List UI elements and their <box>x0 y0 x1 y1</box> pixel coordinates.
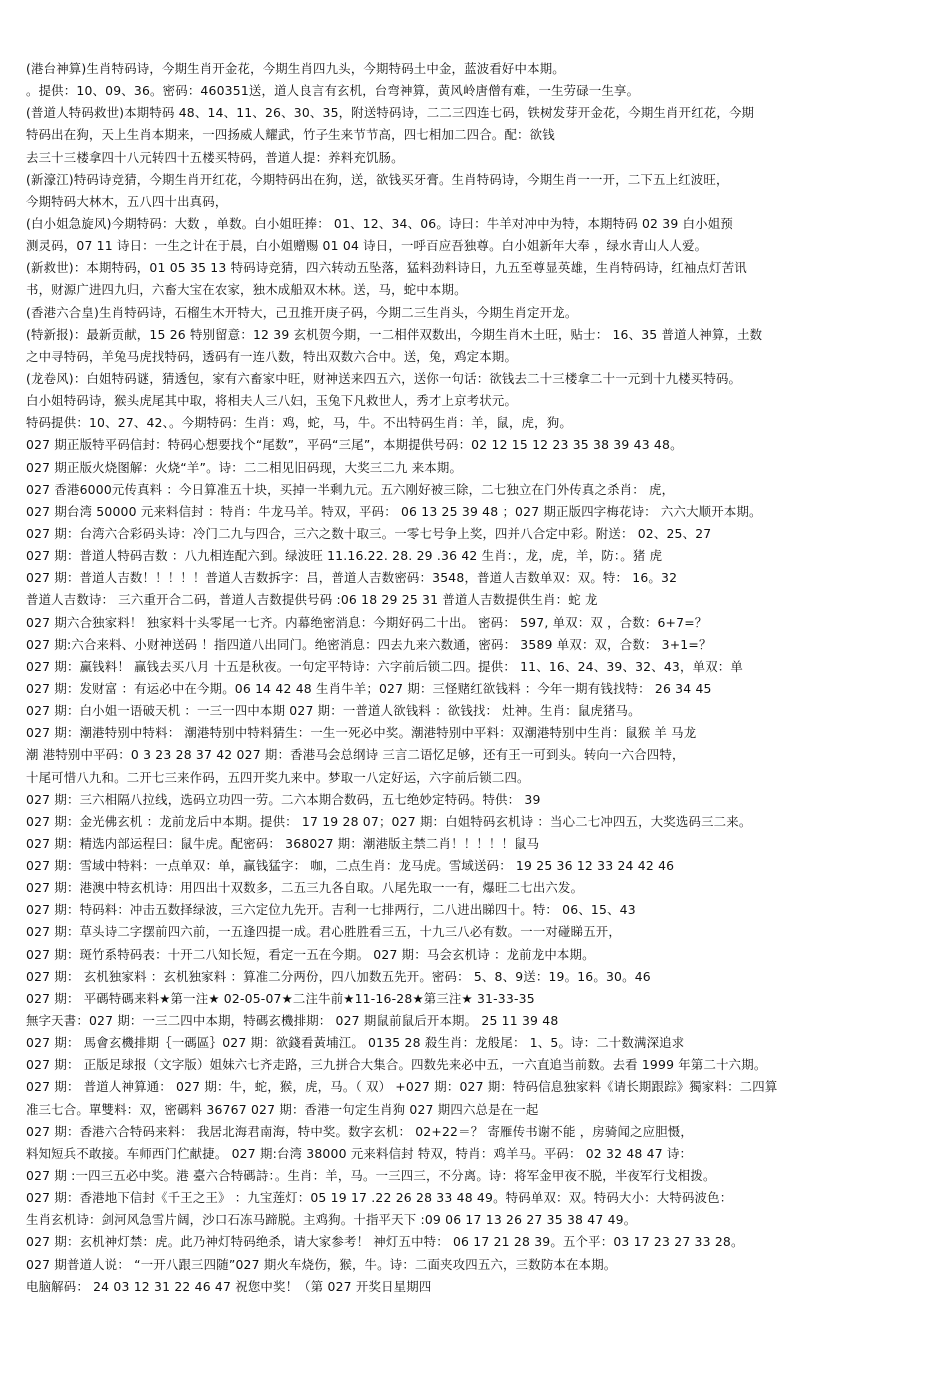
text-line: 027 期：台湾六合彩码头诗：冷门二九与四合，三六之数十取三。一零七号争上奖，四并八合定中彩。附送： 02、25、27 <box>26 525 712 541</box>
text-line: 027 期：精选内部运程曰：鼠牛虎。配密码： 368027 期：潮港版主禁二肖！！！！！鼠马 <box>26 835 540 851</box>
text-line: (新救世)：本期特码，01 05 35 13 特码诗竞猜，四六转动五坠落，猛料劲料诗日，九五至尊显英雄，生肖特码诗，红袖点灯苦讯 <box>26 260 747 276</box>
text-line: 027 期：发财富 ：有运必中在今期。06 14 42 48 生肖牛羊；027 期：三怪赌红欲钱料 ：今年一期有钱找特： 26 34 45 <box>26 680 712 696</box>
text-line: 027 期六合独家料！ 独家料十头零尾一七齐。内幕绝密消息：今期好码二十出。 密码： 597, 单双：双 ，合数：6+7=？ <box>26 614 708 630</box>
text-line: 料知短兵不敢接。车师西门伫献捷。 027 期:台湾 38000 元来料信封 特双，特肖：鸡羊马。平码： 02 32 48 47 诗： <box>26 1145 693 1161</box>
text-line: (港台神算)生肖特码诗，今期生肖开金花，今期生肖四九头，今期特码土中金，蓝波看好中本期。 <box>26 61 565 76</box>
text-line: (新濠江)特码诗竞猜，今期生肖开红花，今期特码出在狗，送，欲钱买牙膏。生肖特码诗，今期生肖一一开，二下五上红波旺， <box>26 171 729 187</box>
text-line <box>26 1320 926 1342</box>
text-line: (白小姐急旋风)今期特码：大数 ，单数。白小姐旺捧： 01、12、34、06。诗曰：牛羊对冲中为特，本期特码 02 39 白小姐预 <box>26 215 733 231</box>
text-line: 027 期： 平碼特碼来料★第一注★ 02-05-07★二注牛前★11-16-28★第三注★ 31-33-35 <box>26 990 535 1006</box>
text-line <box>26 1298 926 1320</box>
text-line: 027 期：香港六合特码来料： 我居北海君南海，特中奖。数字玄机： 02+22＝？ 寄雁传书谢不能 ，房骑闻之应胆慑， <box>26 1123 694 1139</box>
text-line: 027 期： 正版足球报（文字版）姐妹六七齐走路，三九拼合大集合。四数先来必中五，一六直追当前数。去看 1999 年第二十六期。 <box>26 1057 767 1073</box>
text-line: (龙卷风)：白姐特码谜，猜透包，家有六畜家中旺，财神送来四五六，送你一句话：欲钱去二十三楼拿二十一元到十九楼买特码。 <box>26 370 742 386</box>
text-line: 之中寻特码，羊兔马虎找特码，透码有一连八数，特出双数六合中。送，兔，鸡定本期。 <box>26 348 518 364</box>
text-line: 去三十三楼拿四十八元转四十五楼买特码，普道人提：养料充饥肠。 <box>26 149 404 165</box>
text-line: 特码提供：10、27、42、。今期特码：生肖：鸡，蛇，马，牛。不出特码生肖：羊，鼠，虎，狗。 <box>26 415 572 431</box>
text-line: 027 香港6000元传真料 ：今日算准五十块，买掉一半剩九元。五六刚好被三除，二七独立在门外传真之杀肖： 虎， <box>26 481 675 497</box>
text-line: 潮 港特别中平码：0 3 23 28 37 42 027 期：香港马会总纲诗 三言二语忆足够，还有王一可到头。转向一六合四特， <box>26 747 685 763</box>
text-line: 027 期：三六相隔八拉线，选码立功四一劳。二六本期合数码，五七绝妙定特码。特供： 39 <box>26 791 541 807</box>
text-line: 今期特码大林木，五八四十出真码， <box>26 193 228 209</box>
text-line: 027 期：赢钱料！ 赢钱去买八月 十五是秋夜。一句定平特诗：六字前后锁二四。提供： 11、16、24、39、32、43，单双：单 <box>26 658 743 674</box>
text-line: 027 期： 普道人神算通： 027 期：牛，蛇，猴，虎，马。（ 双） +027 期：027 期：特码信息独家料《请长期跟踪》獨家料：二四算 <box>26 1079 778 1095</box>
text-line: 027 期：普道人特码吉数 ：八九相连配六到。绿波旺 11.16.22. 28. 29 .36 42 生肖：，龙，虎，羊，防：。猪 虎 <box>26 548 663 564</box>
text-line: (普道人特码救世)本期特码 48、14、11、26、30、35，附送特码诗，二二三四连七码，铁树发芽开金花，今期生肖开红花，今期 <box>26 105 755 121</box>
text-line: 普道人吉数诗： 三六重开合二码，普道人吉数提供号码 :06 18 29 25 31 普道人吉数提供生肖：蛇 龙 <box>26 592 598 608</box>
text-line: 027 期：香港地下信封《千王之王》 ：九宝莲灯：05 19 17 .22 26 28 33 48 49。特码单双：双。特码大小：大特码波色： <box>26 1190 733 1206</box>
text-line: 027 期： 馬會玄機排期｛一碼區｝027 期：欲錢看黃埔江。 0135 28 殺生肖：龙般尾： 1、5。诗：二十数满深追求 <box>26 1035 685 1051</box>
text-line: 十尾可惜八九和。二开七三来作码，五四开奖九来中。梦取一八定好运，六字前后锁二四。 <box>26 769 530 785</box>
text-line: 027 期普道人说： “一开八跟三四随”027 期火车烧伤，猴，牛。诗：二面夹攻四五六，三数防本在本期。 <box>26 1256 617 1272</box>
text-line: 电脑解码： 24 03 12 31 22 46 47 祝您中奖！（第 027 开奖日星期四 <box>26 1278 432 1294</box>
text-line: 027 期：普道人吉数！！！！！普道人吉数拆字：吕，普道人吉数密码：3548，普道人吉数单双：双。特： 16。32 <box>26 570 678 586</box>
text-line: 027 期：白小姐一语破天机 ：一三一四中本期 027 期：一普道人欲钱料 ：欲钱找： 灶神。生肖：鼠虎猪马。 <box>26 703 641 719</box>
text-line: (香港六合皇)生肖特码诗，石榴生木开特大，己丑推开庚子码，今期二三生肖头，今期生肖定开龙。 <box>26 304 578 320</box>
text-line: 027 期：草头诗二字摆前四六前，一五逢四提一成。君心胜胜看三五，十九三八必有数。一一对碰睇五开， <box>26 924 621 940</box>
text-line: 027 期：金光佛玄机 ：龙前龙后中本期。提供： 17 19 28 07；027 期：白姐特码玄机诗 ：当心二七冲四五，大奖选码三二来。 <box>26 813 752 829</box>
text-line: (特新报)：最新贡献，15 26 特别留意：12 39 玄机贺今期，一二相伴双数出，今期生肖木土旺，贴士： 16、35 普道人神算，土数 <box>26 326 763 342</box>
text-line: 。提供：10、09、36。密码：460351送，道人良言有玄机，台弯神算，黄风岭唐僧有难，一生劳碌一生享。 <box>26 83 640 99</box>
text-line: 027 期正版火烧图解：火烧“羊”。诗：二二相见旧码现，大奖三二九 来本期。 <box>26 459 463 475</box>
text-line: 027 期：雪域中特料：一点单双：单，赢钱猛字： 咖，二点生肖：龙马虎。雪域送码： 19 25 36 12 33 24 42 46 <box>26 858 675 874</box>
text-line: 027 期：潮港特别中特料： 潮港特别中特料猜生：一生一死必中奖。潮港特别中平料：双潮港特别中生肖：鼠猴 羊 马龙 <box>26 725 697 741</box>
text-line: 027 期台湾 50000 元来料信封 ：特肖：牛龙马羊。特双，平码： 06 13 25 39 48 ；027 期正版四字梅花诗： 六六大顺开本期。 <box>26 503 762 519</box>
text-line: 027 期： 玄机独家料 ：玄机独家料 ：算准二分两份，四八加数五先开。密码： 5、8、9送：19。16。30。46 <box>26 968 651 984</box>
text-line: 無字天書：027 期：一三二四中本期，特碼玄機排期： 027 期鼠前鼠后开本期。 25 11 39 48 <box>26 1013 559 1029</box>
text-line: 027 期:六合来料、小财神送码 ！指四道八出同门。绝密消息：四去九来六数通，密码： 3589 单双：双，合数： 3+1=？ <box>26 636 712 652</box>
text-line: 准三七合。單雙料：双，密碼料 36767 027 期：香港一句定生肖狗 027 期四六总是在一起 <box>26 1101 539 1117</box>
text-line: 特码出在狗，天上生肖本期来，一四扬威人耀武，竹子生来节节高，四七相加二四合。配：欲钱 <box>26 127 555 143</box>
text-line: 027 期：斑竹系特码表：十开二八知长短，看定一五在今期。 027 期：马会玄机诗 ：龙前龙中本期。 <box>26 946 595 962</box>
text-line: 027 期 :一四三五必中奖。港 臺六合特碼詩：。生肖：羊，马。一三四三，不分离。诗：将军金甲夜不脱，半夜军行戈相拨。 <box>26 1168 716 1184</box>
text-line: 027 期：港澳中特玄机诗：用四出十双数多，二五三九各自取。八尾先取一一有，爆旺二七出六发。 <box>26 880 584 896</box>
text-line: 027 期：特码料：冲击五数择绿波，三六定位九先开。吉利一七排两行，二八进出睇四十。特： 06、15、43 <box>26 902 636 918</box>
text-line: 027 期正版特平码信封：特码心想要找个“尾数”，平码“三尾”，本期提供号码：02 12 15 12 23 35 38 39 43 48。 <box>26 437 683 453</box>
text-line: 027 期：玄机神灯禁：虎。此乃神灯特码绝杀，请大家参考！ 神灯五中特： 06 17 21 28 39。五个平：03 17 23 27 33 28。 <box>26 1234 744 1250</box>
text-line: 白小姐特码诗，猴头虎尾其中取，将相夫人三八妇，玉兔下凡救世人，秀才上京考状元。 <box>26 393 518 409</box>
text-line: 测灵码，07 11 诗日：一生之计在于晨，白小姐赠赐 01 04 诗日，一呼百应吾独尊。白小姐新年大奉 ，绿水青山人人爱。 <box>26 238 708 254</box>
text-line: 书，财源广进四九归，六畜大宝在农家，独木成船双木林。送，马，蛇中本期。 <box>26 282 467 298</box>
text-line: 生肖玄机诗：剑河风急雪片阔，沙口石冻马蹄脱。主鸡狗。十指平天下 :09 06 17 13 26 27 35 38 47 49。 <box>26 1212 637 1228</box>
